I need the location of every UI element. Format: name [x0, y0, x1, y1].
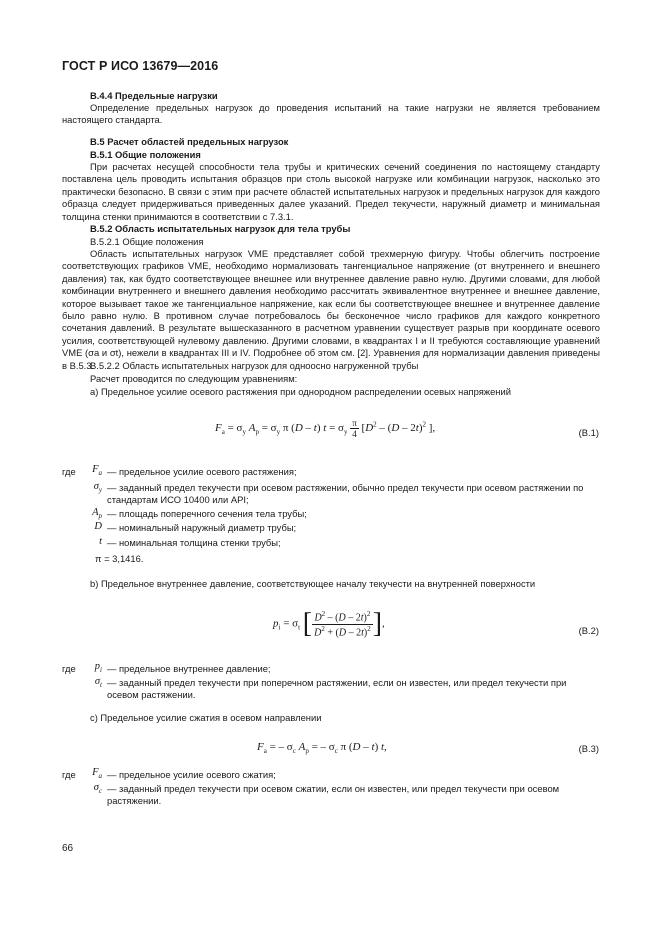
item-c-text: c) Предельное усилие сжатия в осевом направлении	[90, 712, 322, 723]
formula-b2-number: (B.2)	[578, 625, 599, 636]
def-pi-pressure: — предельное внутреннее давление;	[107, 663, 271, 674]
def-Ap: — площадь поперечного сечения тела трубы;	[107, 508, 307, 519]
where-label-b1: где	[62, 466, 76, 477]
def-Fa-compression: — предельное усилие осевого сжатия;	[107, 769, 276, 780]
symbol-t: t	[99, 536, 102, 547]
symbol-sigma-y: $\sigma_y$	[93, 481, 102, 495]
section-heading-b522: B.5.2.2 Область испытательных нагрузок для одноосно нагруженной трубы	[90, 360, 419, 371]
section-heading-b52: B.5.2 Область испытательных нагрузок для тела трубы	[90, 223, 351, 234]
item-b-text: b) Предельное внутреннее давление, соответствующее началу текучести на внутренней поверхности	[90, 578, 536, 589]
paragraph-b44: Определение предельных нагрузок до проведения испытаний на такие нагрузки не является требованием настоящего стандарта.	[62, 102, 600, 126]
def-sigma-c: — заданный предел текучести при осевом сжатии, если он известен, или предел текучести при осевом растяжении.	[107, 783, 560, 806]
symbol-sigma-t: $\sigma_t$	[94, 676, 102, 690]
def-sigma-t: — заданный предел текучести при поперечном растяжении, если он известен, или предел текучести при осевом растяжении.	[107, 677, 567, 700]
def-pi: π = 3,1416.	[95, 553, 144, 564]
formula-b1-number: (B.1)	[578, 427, 599, 438]
def-t: — номинальная толщина стенки трубы;	[107, 537, 281, 548]
symbol-pi-pressure: $p_i$	[94, 661, 102, 675]
formula-b1: $F_a = \sigma_y$ $A_p = \sigma_y$ π (D – t) $t = \sigma_y$ $\frac{\pi}{4}$ [$D^2 - (D - 2t)^2$ ],	[215, 418, 436, 439]
def-D: — номинальный наружный диаметр трубы;	[107, 522, 297, 533]
def-sigma-y: — заданный предел текучести при осевом растяжении, обычно предел текучести при осевом растяжении по стандартам ИСО 10400 или API;	[107, 482, 584, 505]
page-number: 66	[62, 843, 74, 854]
section-heading-b51: B.5.1 Общие положения	[90, 149, 201, 160]
section-heading-b521: B.5.2.1 Общие положения	[90, 236, 204, 247]
symbol-sigma-c: $\sigma_c$	[93, 782, 102, 796]
section-heading-b5: B.5 Расчет областей предельных нагрузок	[90, 136, 289, 147]
document-header: ГОСТ Р ИСО 13679—2016	[62, 59, 219, 73]
formula-b3: $F_a$ = – $\sigma_c$ $A_p$ = – $\sigma_c$ π (D – t) t,	[257, 741, 387, 756]
def-Fa: — предельное усилие осевого растяжения;	[107, 466, 297, 477]
symbol-Ap: $A_p$	[92, 507, 102, 521]
formula-b3-number: (B.3)	[578, 743, 599, 754]
item-a-text: a) Предельное усилие осевого растяжения при однородном распределении осевых напряжений	[90, 386, 511, 397]
where-label-b3: где	[62, 769, 76, 780]
section-heading-b44: B.4.4 Предельные нагрузки	[90, 90, 218, 101]
paragraph-b521: Область испытательных нагрузок VME представляет собой трехмерную фигуру. Чтобы облегчить построение соответствующих графиков VME, необходимо нормализовать тангенциальное напряжение (от внутреннего и внешнего давления) так, как будто соответствующее внешнее или внутреннее давление равно нулю. Другими словами, для любой комбинации внутреннего и внешнего давления необходимо рассчитать эквивалентное внутреннее и внешнее давление, которое вызывает такое же тангенциальное напряжение, как если бы соответствующее внешнее и внутреннее давление было равно нулю. В противном случае потребовалось бы бесконечное число графиков для каждого конкретного сочетания давлений. В результате вышесказанного в расчетном уравнении существует разрыв при координате осевого усилия, соответствующей нулевому давлению. Другими словами, в квадрантах I и II требуются составляющие уравнений VME (σa и σt), нежели в квадрантах III и IV. Подробнее об этом см. [2]. Уравнения для нормализации давления приведены в B.5.3.	[62, 248, 600, 371]
symbol-D: D	[94, 521, 102, 532]
calc-intro: Расчет проводится по следующим уравнениям:	[90, 373, 298, 384]
symbol-Fa-compression: $F_a$	[92, 767, 102, 781]
formula-b2: $p_i = \sigma_t$ [ $\frac{D^2 - (D - 2t)^2}{D^2 + (D - 2t)^2}$ ],	[273, 608, 385, 639]
where-label-b2: где	[62, 663, 76, 674]
paragraph-b51: При расчетах несущей способности тела трубы и критических сечений соединения по настоящему стандарту поставлена цель проводить испытания образцов при столь высокой нагрузке или комбинации нагрузок, насколько это практически безопасно. В связи с этим при расчете областей испытательных нагрузок и предельных нагрузок для каждого образца следует придерживаться приведенных далее указаний. Предел текучести, наружный диаметр и минимальная толщина стенки принимаются в соответствии с 7.3.1.	[62, 161, 600, 222]
symbol-Fa: $F_a$	[92, 464, 102, 478]
